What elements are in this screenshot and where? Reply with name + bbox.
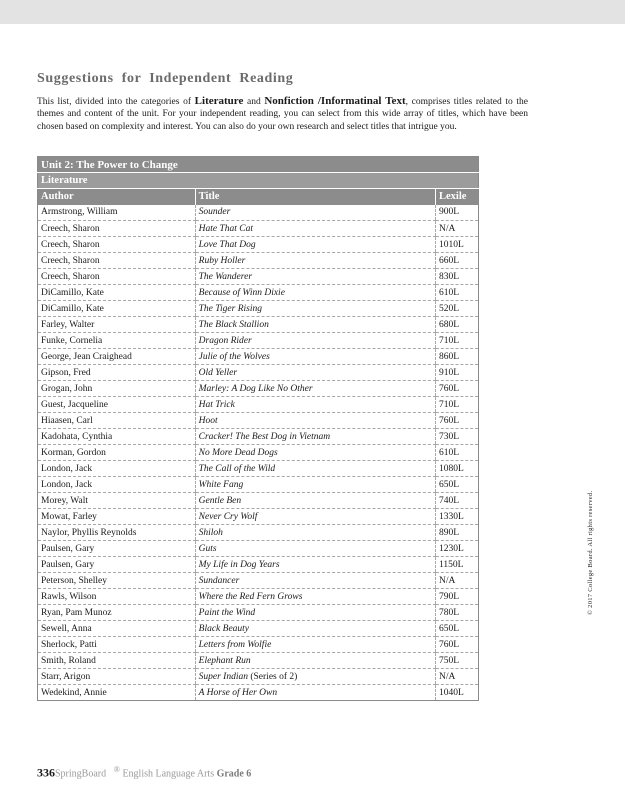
book-title: Hate That Cat — [198, 223, 254, 234]
book-title: The Tiger Rising — [198, 303, 262, 314]
column-header-lexile: Lexile — [436, 189, 479, 205]
author-cell: Morey, Walt — [38, 493, 196, 509]
title-cell — [195, 685, 435, 701]
lexile-cell: 760L — [436, 381, 479, 397]
column-header-author: Author — [38, 189, 196, 205]
author-cell: London, Jack — [38, 477, 196, 493]
section-title: Literature — [38, 173, 479, 189]
title-cell — [195, 253, 435, 269]
author-cell: Creech, Sharon — [38, 221, 196, 237]
table-row — [38, 205, 479, 221]
book-title: Marley: A Dog Like No Other — [198, 383, 313, 394]
reading-list-table — [37, 156, 479, 701]
lexile-cell: 760L — [436, 637, 479, 653]
title-cell — [195, 669, 435, 685]
author-cell: Rawls, Wilson — [38, 589, 196, 605]
author-cell: Sherlock, Patti — [38, 637, 196, 653]
unit-header-row — [38, 157, 479, 173]
title-cell — [195, 205, 435, 221]
lexile-cell: 910L — [436, 365, 479, 381]
title-cell — [195, 541, 435, 557]
intro-bold-nonfiction: Nonfiction /Informatinal Text — [264, 95, 406, 107]
footer-brand: SpringBoard — [55, 768, 107, 780]
table-row — [38, 653, 479, 669]
lexile-cell: 610L — [436, 285, 479, 301]
footer-trademark: ® — [113, 765, 120, 774]
title-cell — [195, 509, 435, 525]
table-row — [38, 381, 479, 397]
title-cell — [195, 605, 435, 621]
book-title: Julie of the Wolves — [198, 351, 270, 362]
title-cell — [195, 461, 435, 477]
title-cell — [195, 493, 435, 509]
lexile-cell: N/A — [436, 573, 479, 589]
lexile-cell: 650L — [436, 477, 479, 493]
title-cell — [195, 365, 435, 381]
table-row — [38, 589, 479, 605]
title-cell — [195, 333, 435, 349]
author-cell: Creech, Sharon — [38, 253, 196, 269]
book-title: Hoot — [198, 415, 218, 426]
author-cell: DiCamillo, Kate — [38, 301, 196, 317]
table-row — [38, 333, 479, 349]
lexile-cell: 890L — [436, 525, 479, 541]
author-cell: George, Jean Craighead — [38, 349, 196, 365]
author-cell: Hiaasen, Carl — [38, 413, 196, 429]
table-row — [38, 605, 479, 621]
table-row — [38, 509, 479, 525]
lexile-cell: 1040L — [436, 685, 479, 701]
lexile-cell: N/A — [436, 221, 479, 237]
footer-grade: Grade 6 — [216, 768, 252, 780]
lexile-cell: 750L — [436, 653, 479, 669]
table-row — [38, 285, 479, 301]
lexile-cell: 650L — [436, 621, 479, 637]
book-title: Old Yeller — [198, 367, 238, 378]
copyright-notice: © 2017 College Board. All rights reserved. — [587, 490, 594, 615]
lexile-cell: 730L — [436, 429, 479, 445]
lexile-cell: 1230L — [436, 541, 479, 557]
table-row — [38, 445, 479, 461]
book-title: A Horse of Her Own — [198, 687, 278, 698]
title-cell — [195, 413, 435, 429]
intro-text-1: This list, divided into the categories of — [37, 97, 195, 107]
book-title: Elephant Run — [198, 655, 251, 666]
lexile-cell: 830L — [436, 269, 479, 285]
table-row — [38, 413, 479, 429]
lexile-cell: 860L — [436, 349, 479, 365]
lexile-cell: 1150L — [436, 557, 479, 573]
table-row — [38, 621, 479, 637]
lexile-cell: 710L — [436, 397, 479, 413]
lexile-cell: 660L — [436, 253, 479, 269]
table-row — [38, 493, 479, 509]
author-cell: Paulsen, Gary — [38, 541, 196, 557]
author-cell: DiCamillo, Kate — [38, 285, 196, 301]
table-row — [38, 237, 479, 253]
book-title: My Life in Dog Years — [198, 559, 280, 570]
title-cell — [195, 237, 435, 253]
lexile-cell: 520L — [436, 301, 479, 317]
title-cell — [195, 349, 435, 365]
book-title: Because of Winn Dixie — [198, 287, 285, 298]
lexile-cell: 710L — [436, 333, 479, 349]
page-title: Suggestions for Independent Reading — [37, 71, 294, 86]
table-row — [38, 637, 479, 653]
lexile-cell: 780L — [436, 605, 479, 621]
book-title: White Fang — [198, 479, 244, 490]
title-cell — [195, 445, 435, 461]
intro-bold-literature: Literature — [194, 95, 244, 107]
table-row — [38, 221, 479, 237]
book-title: Hat Trick — [198, 399, 235, 410]
table-row — [38, 573, 479, 589]
top-band — [0, 0, 625, 24]
title-cell — [195, 301, 435, 317]
lexile-cell: 740L — [436, 493, 479, 509]
book-title: Gentle Ben — [198, 495, 242, 506]
book-title: Sundancer — [198, 575, 240, 586]
column-header-row — [38, 189, 479, 205]
author-cell: Peterson, Shelley — [38, 573, 196, 589]
author-cell: Starr, Arigon — [38, 669, 196, 685]
book-title: Shiloh — [198, 527, 223, 538]
author-cell: Ryan, Pam Munoz — [38, 605, 196, 621]
title-cell — [195, 477, 435, 493]
lexile-cell: N/A — [436, 669, 479, 685]
table-row — [38, 461, 479, 477]
table-row — [38, 253, 479, 269]
title-cell — [195, 221, 435, 237]
table-row — [38, 365, 479, 381]
book-title: Where the Red Fern Grows — [198, 591, 303, 602]
title-cell — [195, 381, 435, 397]
title-cell — [195, 653, 435, 669]
table-body — [38, 205, 479, 701]
table-row — [38, 301, 479, 317]
table-row — [38, 317, 479, 333]
title-cell — [195, 621, 435, 637]
author-cell: London, Jack — [38, 461, 196, 477]
title-cell — [195, 285, 435, 301]
section-header-row — [38, 173, 479, 189]
book-title: Black Beauty — [198, 623, 250, 634]
book-title: Ruby Holler — [198, 255, 246, 266]
table-row — [38, 349, 479, 365]
author-cell: Grogan, John — [38, 381, 196, 397]
book-title: Super Indian — [198, 671, 248, 682]
book-title: Guts — [198, 543, 217, 554]
book-title: Paint the Wind — [198, 607, 256, 618]
book-title: Dragon Rider — [198, 335, 252, 346]
unit-title: Unit 2: The Power to Change — [38, 157, 479, 173]
footer-course: English Language Arts — [122, 768, 215, 780]
author-cell: Wedekind, Annie — [41, 687, 107, 698]
lexile-cell: 1010L — [436, 237, 479, 253]
table-row — [38, 269, 479, 285]
book-title: The Call of the Wild — [198, 463, 276, 474]
book-title: The Black Stallion — [198, 319, 269, 330]
table-row — [38, 397, 479, 413]
author-cell: Creech, Sharon — [38, 237, 196, 253]
title-cell — [195, 525, 435, 541]
lexile-cell: 1080L — [436, 461, 479, 477]
title-cell — [195, 573, 435, 589]
author-cell: Funke, Cornelia — [38, 333, 196, 349]
title-cell — [195, 589, 435, 605]
lexile-cell: 610L — [436, 445, 479, 461]
author-cell: Gipson, Fred — [38, 365, 196, 381]
author-cell: Creech, Sharon — [38, 269, 196, 285]
title-cell — [195, 557, 435, 573]
author-cell: Kadohata, Cynthia — [38, 429, 196, 445]
book-title: Letters from Wolfie — [198, 639, 272, 650]
lexile-cell: 760L — [436, 413, 479, 429]
title-cell — [195, 317, 435, 333]
book-title: No More Dead Dogs — [198, 447, 278, 458]
lexile-cell: 1330L — [436, 509, 479, 525]
author-cell: Naylor, Phyllis Reynolds — [38, 525, 196, 541]
book-title: Cracker! The Best Dog in Vietnam — [198, 431, 331, 442]
lexile-cell: 680L — [436, 317, 479, 333]
book-title: Sounder — [198, 207, 231, 218]
author-cell: Farley, Walter — [38, 317, 196, 333]
author-cell: Guest, Jacqueline — [38, 397, 196, 413]
title-cell — [195, 637, 435, 653]
table-row — [38, 685, 479, 701]
book-title: The Wanderer — [198, 271, 253, 282]
table-row — [38, 477, 479, 493]
author-cell: Paulsen, Gary — [38, 557, 196, 573]
table-row — [38, 429, 479, 445]
lexile-cell: 900L — [436, 205, 479, 221]
lexile-cell: 790L — [436, 589, 479, 605]
page-footer — [37, 765, 251, 780]
author-cell: Sewell, Anna — [38, 621, 196, 637]
author-cell: Smith, Roland — [38, 653, 196, 669]
book-title: Love That Dog — [198, 239, 256, 250]
table-row — [38, 669, 479, 685]
table-row — [38, 557, 479, 573]
column-header-title: Title — [195, 189, 435, 205]
book-title: Never Cry Wolf — [198, 511, 258, 522]
table-row — [38, 525, 479, 541]
series-note: (Series of 2) — [247, 671, 298, 682]
author-cell: Armstrong, William — [38, 205, 196, 221]
title-cell — [195, 429, 435, 445]
intro-paragraph — [37, 95, 528, 133]
table-row — [38, 541, 479, 557]
author-cell: Korman, Gordon — [38, 445, 196, 461]
title-cell — [195, 397, 435, 413]
intro-text-2: and — [243, 97, 265, 107]
author-cell: Mowat, Farley — [38, 509, 196, 525]
title-cell — [195, 269, 435, 285]
intro-text-3: , comprises titles related to the themes and content of the unit. For your independent reading, you can select from this wide array of titles, which have been chosen based on complexity and interest. You can also do your own research and select titles that intrigue you. — [37, 97, 529, 132]
page-number: 336 — [37, 765, 55, 780]
